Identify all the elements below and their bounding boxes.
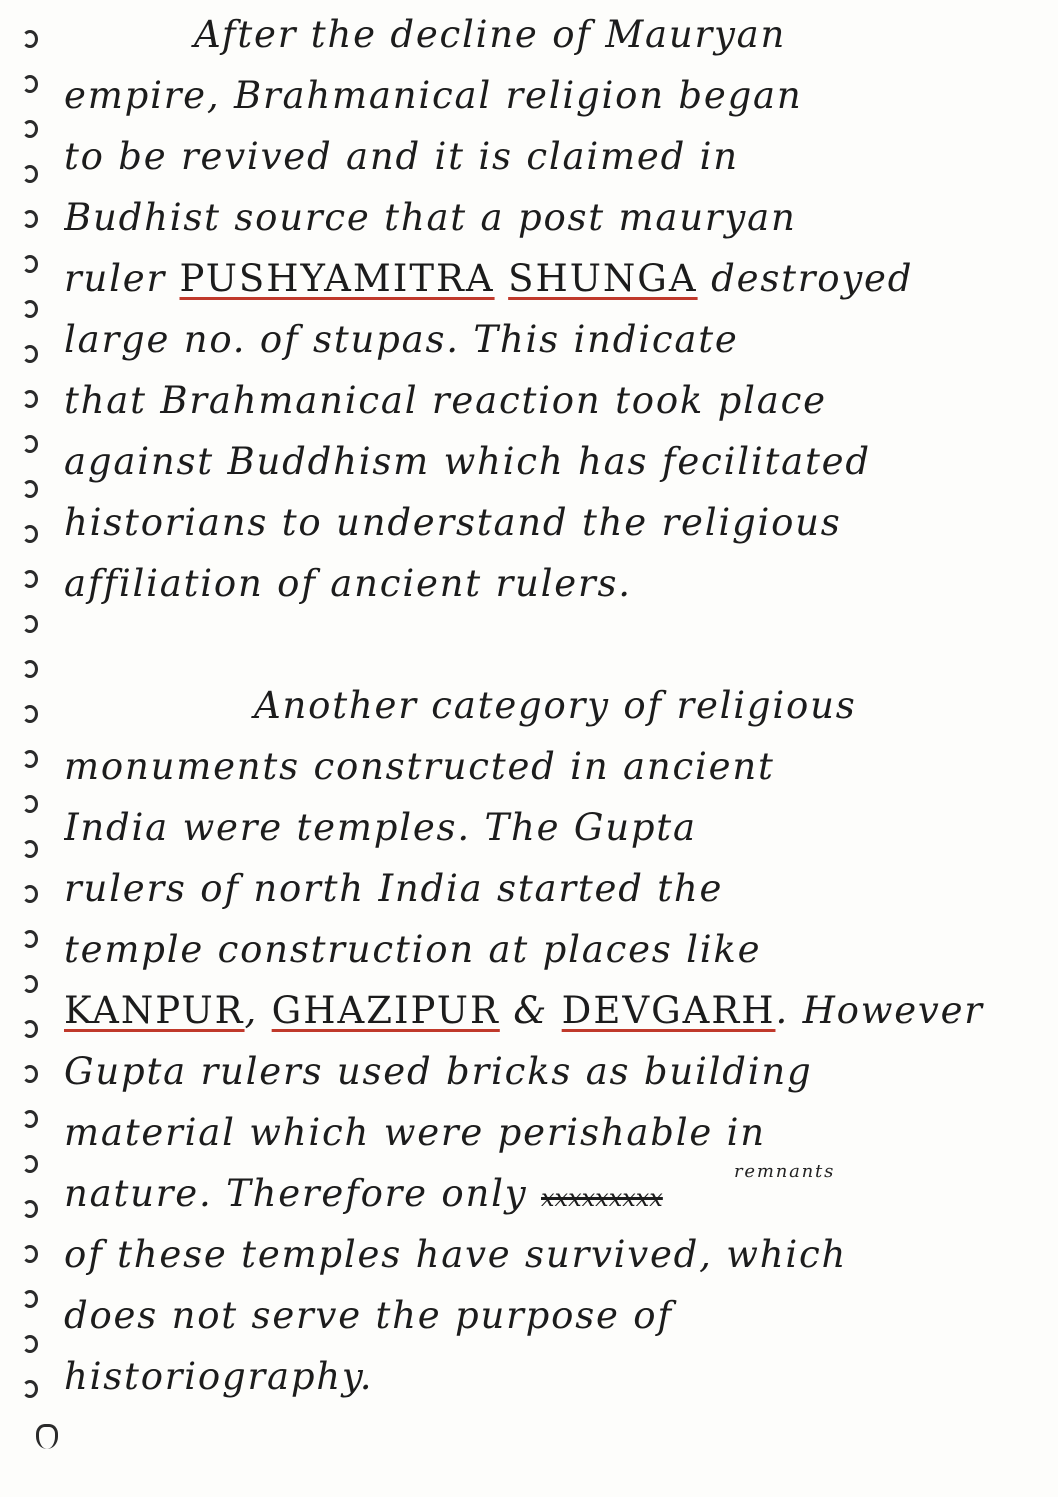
text-line: against Buddhism which has fecilitated	[64, 440, 871, 483]
text-line: material which were perishable in	[64, 1111, 766, 1154]
binding-ring	[22, 210, 38, 228]
text-span: . However	[775, 989, 984, 1032]
text-line: India were temples. The Gupta	[64, 806, 697, 849]
binding-ring	[22, 1245, 38, 1263]
struck-out-word: xxxxxxxxx	[541, 1184, 663, 1212]
spiral-binding	[14, 20, 44, 1480]
binding-ring	[22, 1065, 38, 1083]
place-name-underlined: DEVGARH	[561, 989, 776, 1032]
text-span: nature. Therefore only	[64, 1172, 528, 1215]
binding-ring	[22, 660, 38, 678]
text-line: rulers of north India started the	[64, 867, 724, 910]
text-line: temple construction at places like	[64, 928, 762, 971]
binding-ring	[22, 120, 38, 138]
text-line	[64, 1163, 1034, 1224]
text-line	[64, 248, 1034, 309]
binding-ring	[22, 840, 38, 858]
binding-ring	[22, 165, 38, 183]
binding-ring	[22, 975, 38, 993]
binding-ring	[22, 750, 38, 768]
binding-ring	[22, 885, 38, 903]
binding-ring	[22, 255, 38, 273]
handwritten-notes	[64, 4, 1034, 1407]
binding-ring	[22, 1335, 38, 1353]
text-line: large no. of stupas. This indicate	[64, 318, 739, 361]
place-name-underlined: KANPUR	[64, 989, 245, 1032]
text-line: to be revived and it is claimed in	[64, 135, 739, 178]
text-line: affiliation of ancient rulers.	[64, 562, 632, 605]
text-line: KANPUR, GHAZIPUR & DEVGARH. However	[64, 989, 984, 1032]
binding-ring	[22, 1380, 38, 1398]
text-line: empire, Brahmanical religion began	[64, 74, 803, 117]
dynasty-name-underlined: SHUNGA	[508, 257, 698, 300]
text-line: does not serve the purpose of	[64, 1294, 673, 1337]
binding-ring	[22, 1290, 38, 1308]
text-line: historiography.	[64, 1355, 374, 1398]
binding-ring	[22, 75, 38, 93]
place-name-underlined: GHAZIPUR	[271, 989, 500, 1032]
binding-ring	[22, 1200, 38, 1218]
binding-ring	[22, 930, 38, 948]
text-line: After the decline of Mauryan	[194, 13, 787, 56]
binding-ring	[22, 390, 38, 408]
binding-ring	[22, 570, 38, 588]
binding-ring	[22, 345, 38, 363]
text-line: Another category of religious	[254, 684, 857, 727]
text-line: Budhist source that a post mauryan	[64, 196, 797, 239]
paragraph-2	[64, 675, 1034, 1407]
text-span: destroyed	[711, 257, 914, 300]
binding-ring	[22, 795, 38, 813]
text-line: historians to understand the religious	[64, 501, 842, 544]
binding-ring	[22, 525, 38, 543]
inserted-correction: remnants	[734, 1161, 836, 1182]
binding-ring	[22, 1020, 38, 1038]
binding-ring	[22, 300, 38, 318]
binding-ring	[22, 1155, 38, 1173]
text-line: that Brahmanical reaction took place	[64, 379, 827, 422]
binding-ring	[22, 1110, 38, 1128]
text-line: Gupta rulers used bricks as building	[64, 1050, 813, 1093]
binding-ring	[22, 435, 38, 453]
page-corner-ring	[36, 1424, 58, 1449]
binding-ring	[22, 705, 38, 723]
binding-ring	[22, 615, 38, 633]
binding-ring	[22, 30, 38, 48]
ruler-name-underlined: PUSHYAMITRA	[179, 257, 495, 300]
text-line: monuments constructed in ancient	[64, 745, 775, 788]
paragraph-1	[64, 4, 1034, 614]
text-span: ruler	[64, 257, 166, 300]
text-line: of these temples have survived, which	[64, 1233, 848, 1276]
binding-ring	[22, 480, 38, 498]
